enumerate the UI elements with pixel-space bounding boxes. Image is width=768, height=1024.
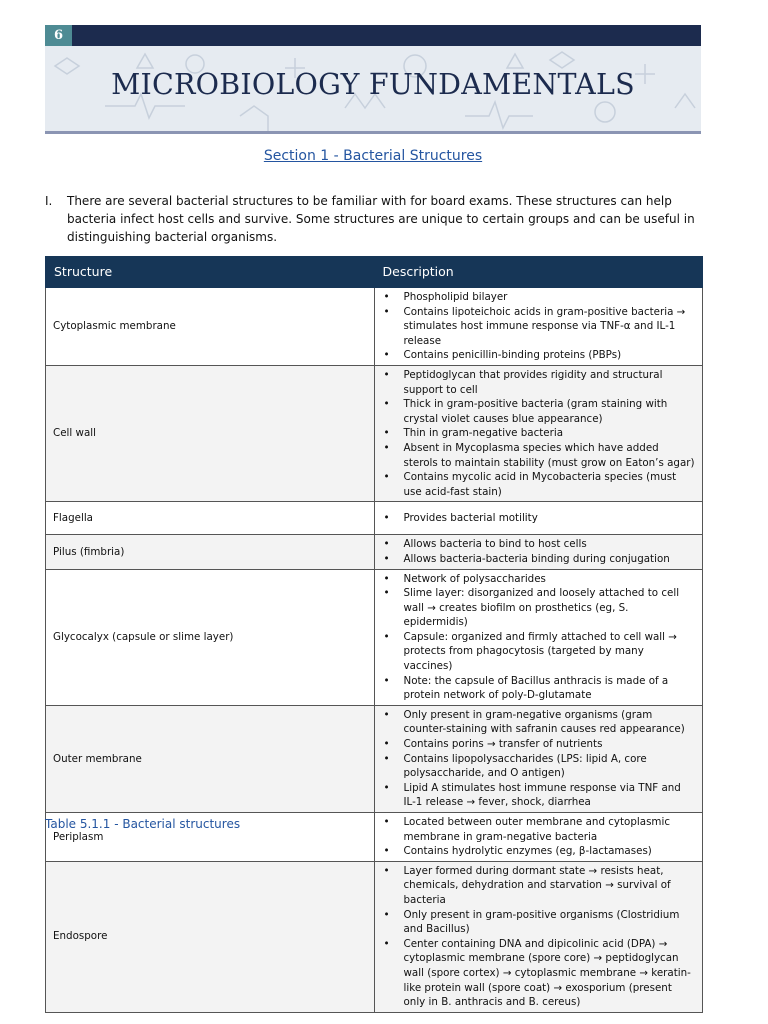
section-title[interactable]: Section 1 - Bacterial Structures — [263, 148, 483, 164]
page-number: 6 — [45, 25, 72, 46]
description-item: • Only present in gram-negative organisms (gram counter-staining with safranin causes red appearance) — [382, 708, 696, 737]
table-row — [46, 705, 703, 812]
structure-name: Outer membrane — [46, 705, 375, 812]
description-item: • Contains penicillin-binding proteins (PBPs) — [382, 348, 696, 363]
description-item: • Contains lipopolysaccharides (LPS: lipid A, core polysaccharide, and O antigen) — [382, 752, 696, 781]
intro-number: I. — [45, 194, 53, 208]
intro-paragraph — [45, 192, 705, 246]
description-item: • Allows bacteria-bacteria binding during conjugation — [382, 552, 696, 567]
header-structure: Structure — [46, 257, 375, 288]
structure-name: Cytoplasmic membrane — [46, 288, 375, 366]
structure-name: Flagella — [46, 502, 375, 535]
description-item: • Located between outer membrane and cytoplasmic membrane in gram-negative bacteria — [382, 815, 696, 844]
description-item: • Layer formed during dormant state → resists heat, chemicals, dehydration and starvation → survival of bacteria — [382, 864, 696, 908]
table-caption: Table 5.1.1 - Bacterial structures — [45, 817, 241, 831]
description-item: • Only present in gram-positive organisms (Clostridium and Bacillus) — [382, 908, 696, 937]
table-row — [46, 502, 703, 535]
description-item: • Contains mycolic acid in Mycobacteria species (must use acid-fast stain) — [382, 470, 696, 499]
structure-description — [374, 288, 703, 366]
page-header — [45, 25, 701, 135]
table-row — [46, 365, 703, 501]
description-item: • Contains hydrolytic enzymes (eg, β-lactamases) — [382, 844, 696, 859]
structure-name: Glycocalyx (capsule or slime layer) — [46, 569, 375, 705]
structure-description — [374, 535, 703, 569]
description-item: • Network of polysaccharides — [382, 572, 696, 587]
header-top-bar — [45, 25, 701, 46]
description-item: • Thick in gram-positive bacteria (gram staining with crystal violet causes blue appearance) — [382, 397, 696, 426]
table-header-row — [46, 257, 703, 288]
structure-description — [374, 502, 703, 535]
bacterial-structures-table — [45, 256, 703, 1013]
structure-name: Periplasm — [46, 813, 375, 862]
header-rule — [45, 131, 701, 134]
structure-name: Endospore — [46, 861, 375, 1012]
description-item: • Phospholipid bilayer — [382, 290, 696, 305]
table-row — [46, 569, 703, 705]
header-banner — [45, 46, 701, 131]
header-title: MICROBIOLOGY FUNDAMENTALS — [111, 68, 635, 101]
description-item: • Contains porins → transfer of nutrients — [382, 737, 696, 752]
description-item: • Provides bacterial motility — [382, 511, 696, 526]
structure-description — [374, 861, 703, 1012]
structure-description — [374, 365, 703, 501]
description-item: • Slime layer: disorganized and loosely attached to cell wall → creates biofilm on prosthetics (eg, S. epidermidis) — [382, 586, 696, 630]
table-row — [46, 535, 703, 569]
description-item: • Peptidoglycan that provides rigidity and structural support to cell — [382, 368, 696, 397]
description-item: • Center containing DNA and dipicolinic acid (DPA) → cytoplasmic membrane (spore core) → peptidoglycan wall (spore cortex) → cytoplasmic membrane → keratin-like protein wall (spore coat) → exosporium (present only in B. anthracis and B. cereus) — [382, 937, 696, 1010]
structure-description — [374, 813, 703, 862]
description-item: • Lipid A stimulates host immune response via TNF and IL-1 release → fever, shock, diarrhea — [382, 781, 696, 810]
intro-text: There are several bacterial structures to be familiar with for board exams. These structures can help bacteria infect host cells and survive. Some structures are unique to certain groups and can be useful in distinguishing bacterial organisms. — [67, 194, 695, 244]
table-row — [46, 288, 703, 366]
description-item: • Note: the capsule of Bacillus anthracis is made of a protein network of poly-D-glutamate — [382, 674, 696, 703]
description-item: • Capsule: organized and firmly attached to cell wall → protects from phagocytosis (targeted by many vaccines) — [382, 630, 696, 674]
header-description: Description — [374, 257, 703, 288]
structure-description — [374, 569, 703, 705]
description-item: • Contains lipoteichoic acids in gram-positive bacteria → stimulates host immune response via TNF-α and IL-1 release — [382, 305, 696, 349]
structure-name: Pilus (fimbria) — [46, 535, 375, 569]
table-row — [46, 861, 703, 1012]
structure-description — [374, 705, 703, 812]
description-item: • Allows bacteria to bind to host cells — [382, 537, 696, 552]
description-item: • Absent in Mycoplasma species which have added sterols to maintain stability (must grow on Eaton’s agar) — [382, 441, 696, 470]
description-item: • Thin in gram-negative bacteria — [382, 426, 696, 441]
structure-name: Cell wall — [46, 365, 375, 501]
